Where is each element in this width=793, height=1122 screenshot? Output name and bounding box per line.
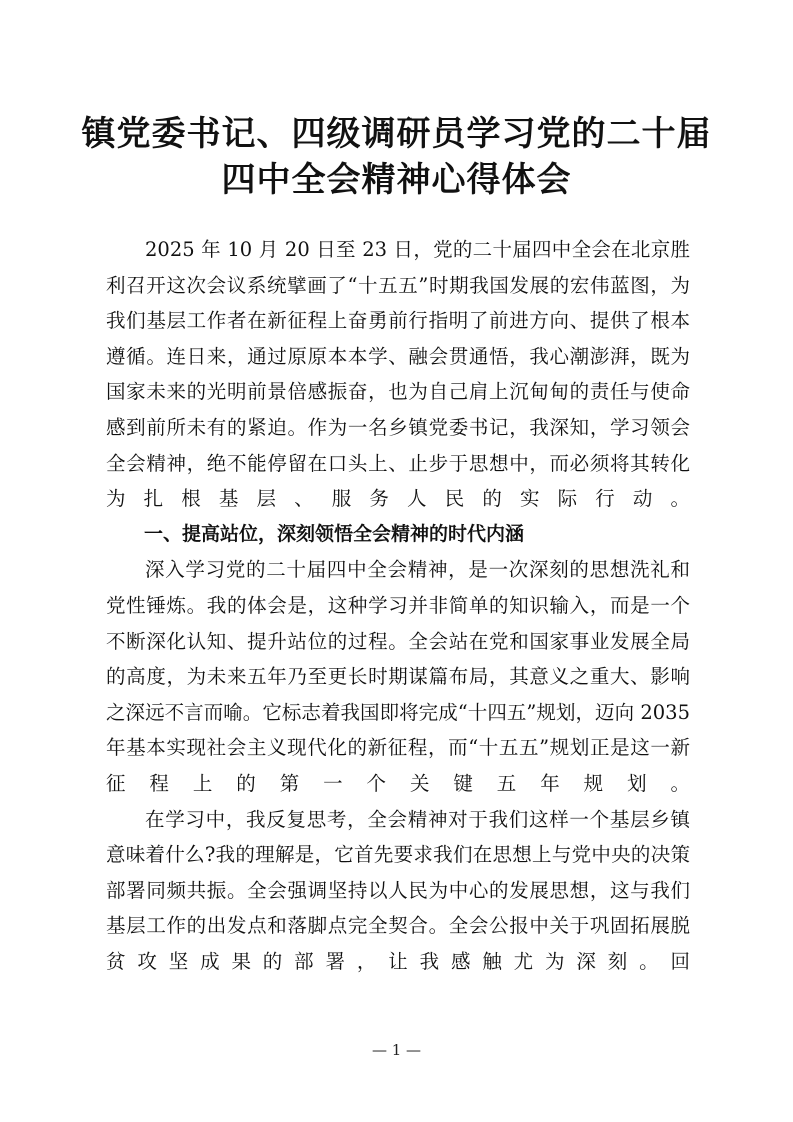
document-title-line-1: 镇党委书记、四级调研员学习党的二十届 — [81, 114, 712, 154]
body-paragraph: 在学习中，我反复思考，全会精神对于我们这样一个基层乡镇意味着什么?我的理解是，它首先要求我们在思想上与党中央的决策部署同频共振。全会强调坚持以人民为中心的发展思想，这与我们基层工作的出发点和落脚点完全契合。全会公报中关于巩固拓展脱贫攻坚成果的部署，让我感触尤为深刻。回 — [106, 807, 690, 973]
section-heading: 一、提高站位，深刻领悟全会精神的时代内涵 — [144, 522, 525, 545]
body-paragraph: 深入学习党的二十届四中全会精神，是一次深刻的思想洗礼和党性锤炼。我的体会是，这种学习并非简单的知识输入，而是一个不断深化认知、提升站位的过程。全会站在党和国家事业发展全局的高度，为未来五年乃至更长时期谋篇布局，其意义之重大、影响之深远不言而喻。它标志着我国即将完成“十四五”规划，迈向 2035 年基本实现社会主义现代化的新征程，而“十五五”规划正是这一新征程上的第一个关键五年规划。 — [106, 558, 690, 795]
document-title-line-2: 四中全会精神心得体会 — [221, 160, 572, 200]
page-number: — 1 — — [371, 1041, 422, 1059]
intro-paragraph: 2025 年 10 月 20 日至 23 日，党的二十届四中全会在北京胜利召开这次会议系统擘画了“十五五”时期我国发展的宏伟蓝图，为我们基层工作者在新征程上奋勇前行指明了前进方向、提供了根本遵循。连日来，通过原原本本学、融会贯通悟，我心潮澎湃，既为国家未来的光明前景倍感振奋，也为自己肩上沉甸甸的责任与使命感到前所未有的紧迫。作为一名乡镇党委书记，我深知，学习领会全会精神，绝不能停留在口头上、止步于思想中，而必须将其转化为扎根基层、服务人民的实际行动。 — [106, 238, 690, 511]
document-body — [106, 232, 690, 979]
